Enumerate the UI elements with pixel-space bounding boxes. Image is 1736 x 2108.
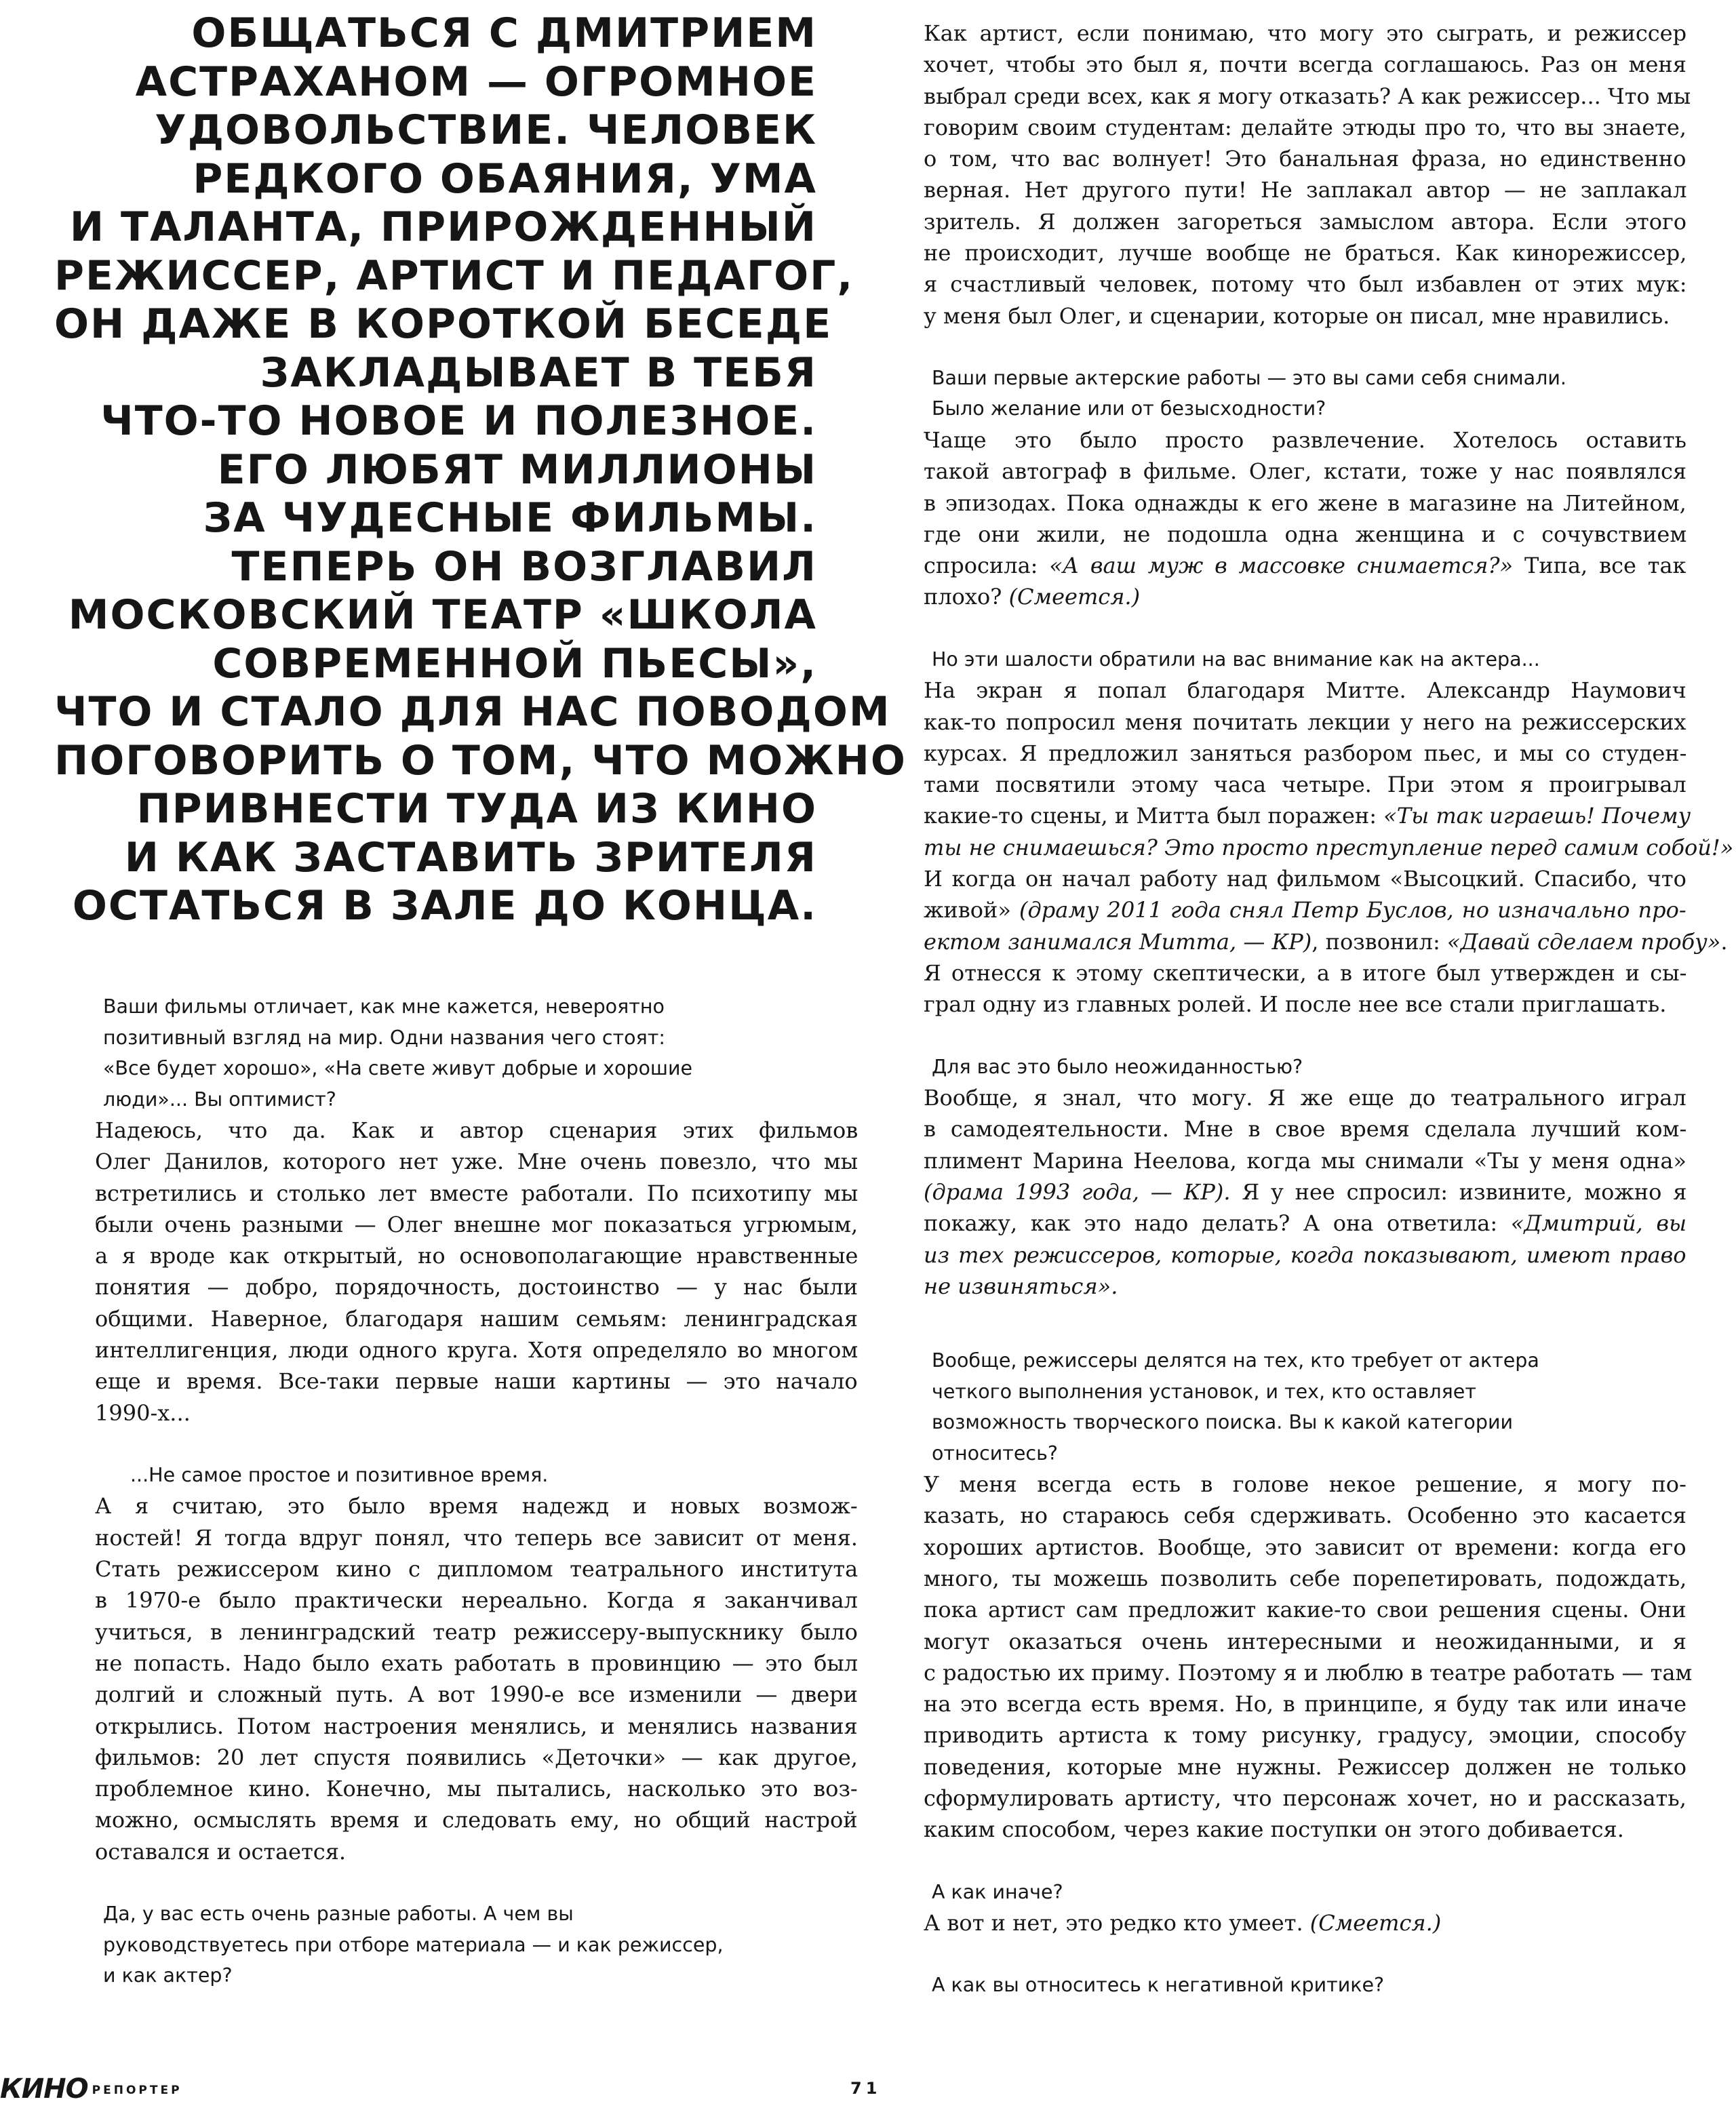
answer-line: Олег Данилов, которого нет уже. Мне очень повезло, что мы: [95, 1149, 859, 1175]
answer-line: [924, 894, 1686, 926]
question-line: Ваши фильмы отличает, как мне кажется, невероятно: [103, 995, 665, 1018]
interview-question: [924, 1970, 1686, 2001]
quote-run: ты не снимаешься? Это просто преступление перед самим собой!»: [924, 834, 1734, 860]
answer-line: много, ты можешь позволить себе порепетировать, подождать,: [924, 1565, 1687, 1591]
answer-line: поведения, которые мне нужны. Режиссер должен не только: [924, 1753, 1686, 1780]
answer-line: зритель. Я должен загореться замыслом автора. Если этого: [924, 208, 1687, 235]
answer-line: [924, 1208, 1686, 1239]
interview-question: [924, 1877, 1686, 1908]
answer-line: [924, 832, 1734, 863]
quote-run: «Давай сделаем пробу»: [1446, 928, 1721, 955]
logo-main: КИНО: [0, 2073, 88, 2105]
answer-line: [924, 550, 1686, 581]
interview-answer: [95, 1490, 858, 1867]
answer-line: не происходит, лучше вообще не браться. Как кинорежиссер,: [924, 240, 1687, 266]
lead-line: И КАК ЗАСТАВИТЬ ЗРИТЕЛЯ: [124, 833, 817, 881]
answer-line: [924, 1176, 1686, 1208]
answer-line: в эпизодах. Пока однажды к его жене в магазине на Литейном,: [924, 490, 1686, 516]
lead-line: ЗАКЛАДЫВАЕТ В ТЕБЯ: [260, 349, 817, 397]
answer-line: понятия — добро, порядочность, достоинство — у нас были: [95, 1274, 859, 1300]
answer-line: с радостью их приму. Поэтому я и люблю в театре работать — там: [924, 1659, 1693, 1686]
interview-question: [95, 991, 858, 1115]
lead-line: ЧТО И СТАЛО ДЛЯ НАС ПОВОДОМ: [54, 688, 891, 736]
answer-line: у меня был Олег, и сценарии, которые он писал, мне нравились.: [924, 302, 1670, 329]
text-run: живой»: [924, 897, 1020, 923]
text-run: плохо?: [924, 584, 1009, 610]
lead-line: МОСКОВСКИЙ ТЕАТР «ШКОЛА: [68, 591, 817, 639]
answer-line: о том, что вас волнует! Это банальная фраза, но единственно: [924, 146, 1686, 172]
answer-line: [924, 581, 1686, 612]
interview-question: [924, 1052, 1686, 1083]
answer-line: говорим своим студентам: делайте этюды про то, что вы знаете,: [924, 114, 1686, 140]
right-column: [924, 18, 1734, 2001]
lead-line: ЧТО-ТО НОВОЕ И ПОЛЕЗНОЕ.: [100, 397, 817, 445]
interview-answer: [924, 1907, 1686, 1938]
lead-line: ЗА ЧУДЕСНЫЕ ФИЛЬМЫ.: [203, 494, 817, 542]
answer-line: как-то попросил меня почитать лекции у него на режиссерских: [924, 709, 1686, 735]
answer-line: в 1970-е было практически нереально. Когда я заканчивал: [95, 1587, 858, 1614]
question-line: «Все будет хорошо», «На свете живут добрые и хорошие: [103, 1057, 693, 1079]
text-run: Я у нее спросил: извините, можно я: [1230, 1178, 1687, 1205]
lead-line: ЕГО ЛЮБЯТ МИЛЛИОНЫ: [217, 445, 817, 494]
quote-run: из тех режиссеров, которые, когда показывают, имеют право: [924, 1241, 1686, 1268]
answer-line: 1990-х...: [95, 1399, 191, 1426]
lead-line: ОБЩАТЬСЯ С ДМИТРИЕМ: [191, 9, 817, 57]
answer-line: открылись. Потом настроения менялись, и менялись названия: [95, 1713, 858, 1739]
text-run: А вот и нет, это редко кто умеет.: [924, 1910, 1310, 1936]
answer-line: курсах. Я предложил заняться разбором пьес, и мы со студен-: [924, 740, 1687, 766]
answer-line: [924, 1907, 1686, 1938]
question-line: относитесь?: [932, 1441, 1059, 1465]
interview-question: [95, 1898, 858, 1991]
answer-line: [924, 926, 1728, 957]
lead-line: АСТРАХАНОМ — ОГРОМНОЕ: [135, 58, 817, 106]
answer-line: приводить артиста к тому рисунку, градусу, эмоции, способу: [924, 1722, 1686, 1749]
answer-line: Чаще это было просто развлечение. Хотелось оставить: [924, 426, 1686, 453]
question-line: руководствуетесь при отборе материала — и как режиссер,: [103, 1933, 724, 1956]
answer-line: верная. Нет другого пути! Не заплакал автор — не заплакал: [924, 177, 1687, 203]
answer-line: грал одну из главных ролей. И после нее все стали приглашать.: [924, 991, 1667, 1018]
answer-line: хороших артистов. Вообще, это зависит от времени: когда его: [924, 1534, 1686, 1560]
question-line: люди»... Вы оптимист?: [103, 1088, 336, 1111]
lead-line: РЕЖИССЕР, АРТИСТ И ПЕДАГОГ,: [54, 252, 854, 300]
lead-line: ТЕПЕРЬ ОН ВОЗГЛАВИЛ: [231, 542, 817, 591]
answer-line: долгий и сложный путь. А вот 1990-е все изменили — двери: [95, 1682, 858, 1708]
answer-line: а я вроде как открытый, но основополагающие нравственные: [95, 1243, 859, 1269]
lead-line: УДОВОЛЬСТВИЕ. ЧЕЛОВЕК: [155, 106, 817, 154]
interview-question: [95, 1460, 858, 1491]
quote-run: не извиняться».: [924, 1273, 1118, 1299]
lead-line: РЕДКОГО ОБАЯНИЯ, УМА: [193, 155, 817, 203]
interview-answer: [924, 675, 1734, 1020]
answer-line: где они жили, не подошла одна женщина и с сочувствием: [924, 521, 1687, 547]
answer-line: я счастливый человек, потому что был избавлен от этих мук:: [924, 271, 1687, 298]
answer-line: могут оказаться очень интересными и неожиданными, и я: [924, 1628, 1686, 1654]
answer-line: на это всегда есть время. Но, в принципе, я буду так или иначе: [924, 1691, 1687, 1717]
question-line: Но эти шалости обратили на вас внимание как на актера...: [932, 648, 1540, 671]
answer-line: Стать режиссером кино с дипломом театрального института: [95, 1556, 859, 1583]
question-line: позитивный взгляд на мир. Одни названия чего стоят:: [103, 1026, 665, 1049]
answer-line: казать, но стараюсь себя сдерживать. Особенно это касается: [924, 1503, 1686, 1529]
lead-line: ПОГОВОРИТЬ О ТОМ, ЧТО МОЖНО: [54, 736, 907, 784]
answer-line: Вообще, я знал, что могу. Я же еще до театрального играл: [924, 1085, 1686, 1111]
quote-run: «Дмитрий, вы: [1510, 1210, 1687, 1237]
answer-line: можно, осмыслять время и следовать ему, но общий настрой: [95, 1807, 858, 1833]
lead-line: И ТАЛАНТА, ПРИРОЖДЕННЫЙ: [69, 203, 817, 251]
interview-question: [924, 644, 1686, 675]
answer-line: проблемное кино. Конечно, мы пытались, насколько это воз-: [95, 1776, 858, 1802]
text-run: Типа, все так: [1513, 553, 1686, 579]
interview-question: [924, 363, 1686, 424]
answer-line: интеллигенция, люди одного круга. Хотя определяло во многом: [95, 1337, 859, 1364]
remark-run: (Смеется.): [1309, 1910, 1442, 1936]
interview-answer: [924, 18, 1691, 332]
answer-line: еще и время. Все-таки первые наши картины — это начало: [95, 1368, 858, 1395]
question-line: возможность творческого поиска. Вы к какой категории: [932, 1411, 1514, 1434]
answer-line: [924, 800, 1691, 831]
lead-line: ОН ДАЖЕ В КОРОТКОЙ БЕСЕДЕ: [54, 300, 833, 348]
answer-line: На экран я попал благодаря Митте. Александр Наумович: [924, 677, 1686, 704]
answer-line: сформулировать артисту, что персонаж хочет, но и рассказать,: [924, 1785, 1686, 1812]
answer-line: Я отнесся к этому скептически, а в итоге был утвержден и сы-: [924, 959, 1687, 986]
lead-line: ОСТАТЬСЯ В ЗАЛЕ ДО КОНЦА.: [72, 882, 817, 930]
question-line: четкого выполнения установок, и тех, кто оставляет: [932, 1380, 1476, 1403]
answer-line: Надеюсь, что да. Как и автор сценария этих фильмов: [95, 1117, 859, 1143]
answer-line: плимент Марина Неелова, когда мы снимали «Ты у меня одна»: [924, 1147, 1686, 1174]
magazine-logo: [0, 2073, 182, 2105]
interview-question: [924, 1345, 1686, 1469]
question-line: ...Не самое простое и позитивное время.: [130, 1463, 549, 1486]
question-line: Вообще, режиссеры делятся на тех, кто требует от актера: [932, 1349, 1539, 1372]
answer-line: [924, 1271, 1686, 1302]
question-line: А как иначе?: [932, 1880, 1063, 1903]
quote-run: «Ты так играешь! Почему: [1383, 803, 1691, 829]
interview-answer: [95, 1115, 858, 1429]
answer-line: хочет, чтобы это был я, почти всегда соглашаюсь. Раз он меня: [924, 52, 1686, 78]
answer-line: каким способом, через какие поступки он этого добивается.: [924, 1816, 1624, 1843]
lead-line: СОВРЕМЕННОЙ ПЬЕСЫ»,: [212, 639, 817, 688]
answer-line: А я считаю, это было время надежд и новых возмож-: [95, 1493, 858, 1519]
answer-line: не попасть. Надо было ехать работать в провинцию — это был: [95, 1650, 859, 1676]
remark-run: (драма 1993 года, — КР).: [924, 1178, 1231, 1205]
left-column: [95, 991, 858, 1991]
answer-line: общими. Наверное, благодаря нашим семьям: ленинградская: [95, 1305, 859, 1332]
text-run: спросила:: [924, 553, 1050, 579]
lead-line: ПРИВНЕСТИ ТУДА ИЗ КИНО: [136, 785, 817, 833]
answer-line: У меня всегда есть в голове некое решение, я могу по-: [924, 1471, 1686, 1498]
question-line: А как вы относитесь к негативной критике?: [932, 1974, 1385, 1997]
text-run: , позвонил:: [1311, 928, 1447, 955]
question-line: и как актер?: [103, 1964, 233, 1987]
text-run: какие-то сцены, и Митта был поражен:: [924, 803, 1384, 829]
question-line: Да, у вас есть очень разные работы. А чем вы: [103, 1903, 574, 1926]
answer-line: пока артист сам предложит какие-то свои решения сцены. Они: [924, 1597, 1686, 1623]
question-line: Для вас это было неожиданностью?: [932, 1055, 1303, 1078]
answer-line: были очень разными — Олег внешне мог показаться угрюмым,: [95, 1211, 859, 1237]
interview-answer: [924, 1082, 1686, 1302]
interview-answer: [924, 1469, 1693, 1846]
answer-line: в самодеятельности. Мне в свое время сделала лучший ком-: [924, 1116, 1687, 1142]
lead-paragraph: [54, 9, 907, 931]
answer-line: И когда он начал работу над фильмом «Высоцкий. Спасибо, что: [924, 866, 1686, 892]
quote-run: «А ваш муж в массовке снимается?»: [1049, 553, 1514, 579]
remark-run: ектом занимался Митта, — КР): [924, 928, 1312, 955]
answer-line: Как артист, если понимаю, что могу это сыграть, и режиссер: [924, 20, 1687, 46]
answer-line: учиться, в ленинградский театр режиссеру-выпускнику было: [95, 1618, 858, 1645]
remark-run: (Смеется.): [1008, 584, 1141, 610]
answer-line: такой автограф в фильме. Олег, кстати, тоже у нас появлялся: [924, 458, 1687, 485]
answer-line: фильмов: 20 лет спустя появились «Деточки» — как другое,: [95, 1744, 858, 1770]
answer-line: встретились и столько лет вместе работали. По психотипу мы: [95, 1180, 859, 1206]
answer-line: тами посвятили этому часа четыре. При этом я проигрывал: [924, 772, 1686, 798]
answer-line: оставался и остается.: [95, 1838, 347, 1865]
answer-line: [924, 1239, 1686, 1271]
logo-sub: РЕПОРТЕР: [92, 2084, 182, 2097]
question-line: Было желание или от безысходности?: [932, 397, 1326, 420]
remark-run: (драму 2011 года снял Петр Буслов, но изначально про-: [1019, 897, 1686, 923]
question-line: Ваши первые актерские работы — это вы сами себя снимали.: [932, 366, 1566, 389]
answer-line: выбрал среди всех, как я могу отказать? А как режиссер... Что мы: [924, 83, 1691, 109]
page-number: 71: [850, 2079, 882, 2098]
answer-line: ностей! Я тогда вдруг понял, что теперь все зависит от меня.: [95, 1524, 858, 1551]
text-run: покажу, как это надо делать? А она ответила:: [924, 1210, 1511, 1237]
text-run: .: [1720, 928, 1728, 955]
interview-answer: [924, 424, 1686, 613]
